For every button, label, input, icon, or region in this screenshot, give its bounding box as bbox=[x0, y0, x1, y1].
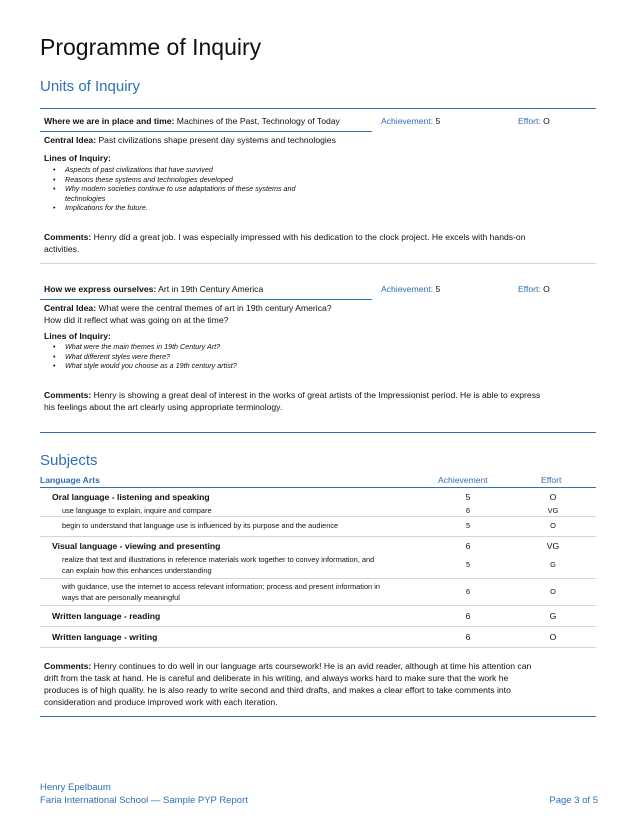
units-bottom-rule bbox=[40, 432, 596, 433]
units-section-title: Units of Inquiry bbox=[40, 78, 141, 95]
unit-1-lines-continuation: technologies bbox=[65, 193, 106, 203]
subjects-bottom-rule bbox=[40, 716, 596, 717]
unit-2-header-rule bbox=[40, 299, 372, 300]
subject-name: Language Arts bbox=[40, 475, 100, 485]
list-item: • Aspects of past civilizations that have survived bbox=[53, 165, 296, 175]
unit-2-central-idea: Central Idea: What were the central themes of art in 19th century America? How did it reflect what was going on at the time? bbox=[44, 303, 332, 325]
unit-2-lines-label: Lines of Inquiry: bbox=[44, 331, 111, 341]
footer-student-name: Henry Epelbaum bbox=[40, 782, 111, 793]
unit-divider bbox=[40, 263, 596, 264]
achievement-header: Achievement bbox=[438, 475, 488, 485]
row-divider bbox=[40, 578, 596, 579]
row-divider bbox=[40, 536, 596, 537]
unit-1-lines-list bbox=[53, 165, 296, 194]
subject-comments: Comments: Henry continues to do well in our language arts coursework! He is an avid reader, although at time his attention can drift from the task at hand. He is careful and deliberate in his writing, and always works hard to make sure that the work he produces is of high quality. he is also ready to write second and third drafts, and makes a clear effort to take comments into consideration and produce improved work with each iteration. bbox=[44, 661, 532, 707]
footer-page-number: Page 3 of 5 bbox=[549, 795, 598, 806]
unit-1-theme: Where we are in place and time: Machines of the Past, Technology of Today bbox=[44, 116, 340, 126]
row-divider bbox=[40, 605, 596, 606]
unit-1-achievement: Achievement: 5 bbox=[381, 116, 441, 126]
unit-1-comments: Comments: Henry did a great job. I was especially impressed with his dedication to the clock project. He excels with hands-on activities. bbox=[44, 232, 526, 254]
list-item: • What style would you choose as a 19th century artist? bbox=[53, 361, 237, 371]
row-divider bbox=[40, 626, 596, 627]
list-item: • Reasons these systems and technologies developed bbox=[53, 175, 296, 185]
unit-1-effort: Effort: O bbox=[518, 116, 550, 126]
row-divider bbox=[40, 516, 596, 517]
units-top-rule bbox=[40, 108, 596, 109]
unit-1-central-idea: Central Idea: Past civilizations shape present day systems and technologies bbox=[44, 135, 336, 145]
unit-2-effort: Effort: O bbox=[518, 284, 550, 294]
unit-2-achievement: Achievement: 5 bbox=[381, 284, 441, 294]
unit-1-header-rule bbox=[40, 131, 372, 132]
row-divider bbox=[40, 647, 596, 648]
list-item: • What different styles were there? bbox=[53, 352, 237, 362]
unit-1-lines-label: Lines of Inquiry: bbox=[44, 153, 111, 163]
unit-2-lines-list bbox=[53, 342, 237, 371]
list-item: • Implications for the future. bbox=[53, 203, 148, 213]
unit-2-comments: Comments: Henry is showing a great deal of interest in the works of great artists of the Impressionist period. He is able to express his feelings about the art clearly using appropriate terminology. bbox=[44, 390, 541, 412]
list-item: • What were the main themes in 19th Century Art? bbox=[53, 342, 237, 352]
page-title: Programme of Inquiry bbox=[40, 34, 262, 60]
list-item: • Why modern societies continue to use adaptations of these systems and bbox=[53, 184, 296, 194]
subject-header-rule bbox=[40, 487, 596, 488]
effort-header: Effort bbox=[541, 475, 562, 485]
unit-2-theme: How we express ourselves: Art in 19th Century America bbox=[44, 284, 264, 294]
subjects-section-title: Subjects bbox=[40, 452, 98, 469]
footer-school-report: Faria International School — Sample PYP Report bbox=[40, 795, 248, 806]
unit-1-lines-list-end bbox=[53, 203, 148, 213]
